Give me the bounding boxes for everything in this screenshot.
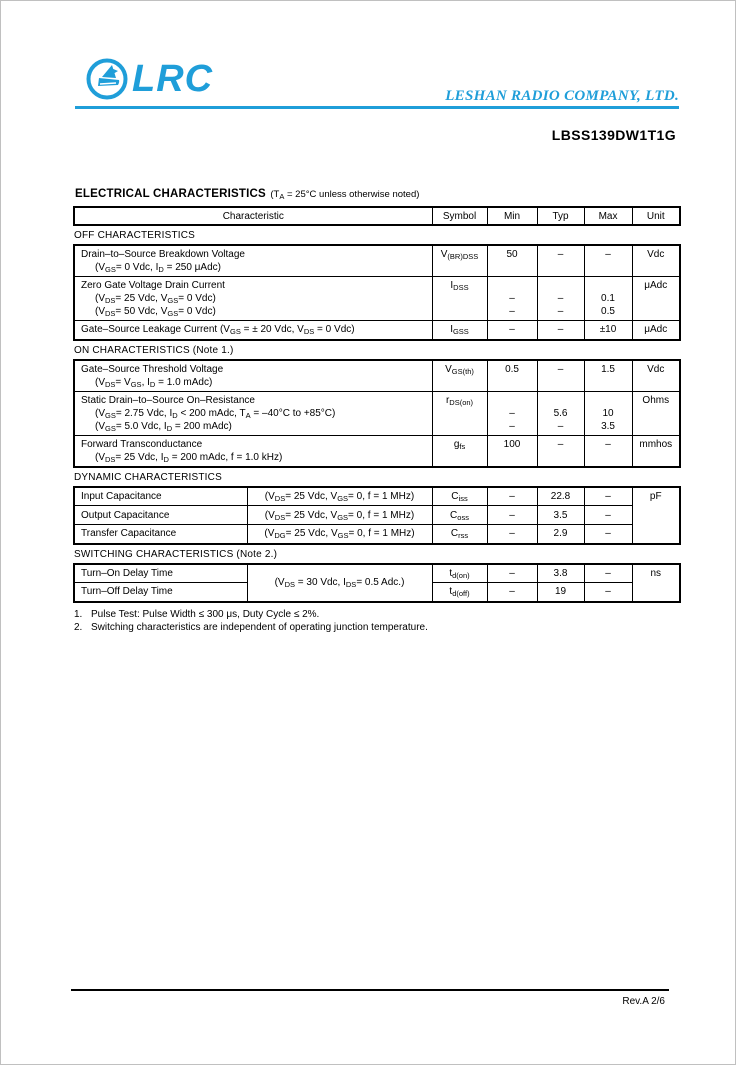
section-title-main: ELECTRICAL CHARACTERISTICS — [75, 188, 266, 200]
max-cell: – — [584, 487, 632, 506]
section-title-condition: ($T_A = 25^\circ C$ unless otherwise noted) — [270, 189, 420, 201]
dynamic-characteristics-table — [73, 486, 681, 545]
min-cell: – — [487, 487, 537, 506]
revision-page-number: Rev.A 2/6 — [622, 996, 665, 1007]
test-condition: ($V_{DS}= 25$ Vdc, $V_{GS}= 0$ Vdc) — [95, 293, 216, 305]
min-cell: – — [487, 321, 537, 340]
characteristic-name: Forward Transconductance — [81, 438, 203, 450]
characteristic-name: Zero Gate Voltage Drain Current — [81, 280, 225, 291]
table-row — [74, 506, 680, 525]
min-cell: 0.5 — [487, 360, 537, 392]
footnote-2 — [74, 621, 679, 634]
symbol-cell: $C_{rss}$ — [432, 525, 487, 544]
test-condition-cell: ($V_{DS}= 25$ Vdc, $V_{GS}= 0$, f = 1 MHz) — [247, 487, 432, 506]
min-cell: – — [487, 583, 537, 602]
off-characteristics-table — [73, 244, 681, 341]
table-row — [74, 435, 680, 467]
typ-cell: – — [537, 360, 584, 392]
characteristic-cell — [74, 245, 432, 277]
symbol-cell: $g_{fs}$ — [432, 435, 487, 467]
characteristic-cell: Turn–Off Delay Time — [74, 583, 247, 602]
footer-divider — [71, 989, 669, 991]
typ-cell: – — [537, 245, 584, 277]
header-row — [74, 207, 680, 225]
footnotes — [74, 608, 679, 634]
table-row — [74, 487, 680, 506]
off-section-label: OFF CHARACTERISTICS — [74, 230, 196, 241]
col-min: Min — [487, 207, 537, 225]
unit-cell: mmhos — [632, 435, 680, 467]
characteristic-name: Gate–Source Threshold Voltage — [81, 363, 224, 375]
dynamic-section-label: DYNAMIC CHARACTERISTICS — [74, 471, 222, 483]
symbol-cell: $I_{DSS}$ — [432, 277, 487, 321]
typ-cell: 22.8 — [537, 487, 584, 506]
test-condition-cell: ($V_{DS}= 25$ Vdc, $V_{GS}= 0$, f = 1 MHz) — [247, 506, 432, 525]
symbol-cell: $t_{d(on)}$ — [432, 564, 487, 583]
unit-cell: pF — [632, 487, 680, 544]
symbol-cell: $V_{(BR)DSS}$ — [432, 245, 487, 277]
max-cell: 1.5 — [584, 360, 632, 392]
footnote-1 — [74, 608, 679, 621]
test-condition-cell: ($V_{DS} = 30$ Vdc, $I_{DS}= 0.5$ Adc.) — [247, 564, 432, 602]
max-cell: ±10 — [584, 321, 632, 340]
max-cell: 0.1 0.5 — [584, 277, 632, 321]
max-cell: – — [584, 506, 632, 525]
header-divider — [75, 106, 679, 109]
test-condition: ($V_{GS}= 0$ Vdc, $I_D = 250$ μAdc) — [95, 262, 221, 274]
typ-cell: 3.8 — [537, 564, 584, 583]
footnote-number: 2. — [74, 621, 83, 633]
test-condition: ($V_{GS}= 2.75$ Vdc, $I_D < 200$ mAdc, $T_A = -40^\circ C$ to +85°C) — [95, 407, 336, 420]
lrc-logo-text: LRC — [132, 58, 214, 100]
col-typ: Typ — [537, 207, 584, 225]
on-characteristics-table — [73, 359, 681, 468]
characteristic-name: Drain–to–Source Breakdown Voltage — [81, 249, 245, 260]
table-row — [74, 525, 680, 544]
typ-cell: 5.6 – — [537, 391, 584, 435]
min-cell: – — [487, 525, 537, 544]
symbol-cell: $t_{d(off)}$ — [432, 583, 487, 602]
part-number: LBSS139DW1T1G — [551, 127, 676, 143]
max-cell: – — [584, 564, 632, 583]
symbol-cell: $r_{DS(on)}$ — [432, 391, 487, 435]
min-cell: – – — [487, 277, 537, 321]
symbol-cell: $C_{iss}$ — [432, 487, 487, 506]
max-cell: – — [584, 525, 632, 544]
typ-cell: – — [537, 435, 584, 467]
company-name: LESHAN RADIO COMPANY, LTD. — [445, 88, 679, 104]
max-cell: – — [584, 245, 632, 277]
section-title — [75, 184, 679, 202]
max-cell: – — [584, 583, 632, 602]
table-row — [74, 321, 680, 340]
footnote-text: Pulse Test: Pulse Width ≤ 300 μs, Duty Cycle ≤ 2%. — [91, 608, 320, 620]
typ-cell: 19 — [537, 583, 584, 602]
col-max: Max — [584, 207, 632, 225]
min-cell: 50 — [487, 245, 537, 277]
characteristic-cell — [74, 391, 432, 435]
table-row — [74, 360, 680, 392]
col-symbol: Symbol — [432, 207, 487, 225]
test-condition: ($V_{GS}= 5.0$ Vdc, $I_D = 200$ mAdc) — [95, 420, 232, 433]
min-cell: – — [487, 506, 537, 525]
symbol-cell: $C_{oss}$ — [432, 506, 487, 525]
characteristic-cell — [74, 360, 432, 392]
min-cell: – – — [487, 391, 537, 435]
max-cell: 10 3.5 — [584, 391, 632, 435]
col-characteristic: Characteristic — [74, 207, 432, 225]
test-condition: ($V_{DS}= V_{GS}$, $I_D = 1.0$ mAdc) — [95, 376, 213, 389]
lrc-circle-icon — [85, 57, 129, 101]
typ-cell: 3.5 — [537, 506, 584, 525]
lrc-logo — [85, 57, 213, 101]
table-row — [74, 245, 680, 277]
max-cell: – — [584, 435, 632, 467]
unit-cell: μAdc — [632, 277, 680, 321]
symbol-cell: $V_{GS(th)}$ — [432, 360, 487, 392]
typ-cell: – – — [537, 277, 584, 321]
characteristic-cell: Gate–Source Leakage Current ($V_{GS}$ = ± 20 Vdc, $V_{DS} = 0$ Vdc) — [74, 321, 432, 340]
typ-cell: – — [537, 321, 584, 340]
switching-section-label: SWITCHING CHARACTERISTICS (Note 2.) — [74, 548, 278, 560]
characteristic-name: Static Drain–to–Source On–Resistance — [81, 394, 255, 406]
characteristic-cell — [74, 277, 432, 321]
min-cell: – — [487, 564, 537, 583]
symbol-cell: $I_{GSS}$ — [432, 321, 487, 340]
characteristic-cell — [74, 435, 432, 467]
characteristic-cell: Input Capacitance — [74, 487, 247, 506]
characteristic-cell: Turn–On Delay Time — [74, 564, 247, 583]
col-unit: Unit — [632, 207, 680, 225]
characteristic-cell: Transfer Capacitance — [74, 525, 247, 544]
unit-cell: μAdc — [632, 321, 680, 340]
table-row — [74, 391, 680, 435]
footnote-number: 1. — [74, 608, 83, 620]
test-condition-cell: ($V_{DG}= 25$ Vdc, $V_{GS}= 0$, f = 1 MHz) — [247, 525, 432, 544]
unit-cell: Ohms — [632, 391, 680, 435]
test-condition: ($V_{DS}= 50$ Vdc, $V_{GS}= 0$ Vdc) — [95, 306, 216, 318]
unit-cell: Vdc — [632, 360, 680, 392]
table-row — [74, 277, 680, 321]
footnote-text: Switching characteristics are independent of operating junction temperature. — [91, 621, 428, 633]
typ-cell: 2.9 — [537, 525, 584, 544]
unit-cell: ns — [632, 564, 680, 602]
test-condition: ($V_{DS}= 25$ Vdc, $I_D = 200$ mAdc, f = 1.0 kHz) — [95, 451, 283, 464]
min-cell: 100 — [487, 435, 537, 467]
table-column-header — [73, 206, 681, 226]
electrical-characteristics-section — [73, 184, 679, 634]
table-row — [74, 564, 680, 583]
characteristic-cell: Output Capacitance — [74, 506, 247, 525]
on-section-label: ON CHARACTERISTICS (Note 1.) — [74, 344, 234, 356]
switching-characteristics-table — [73, 563, 681, 603]
unit-cell: Vdc — [632, 245, 680, 277]
